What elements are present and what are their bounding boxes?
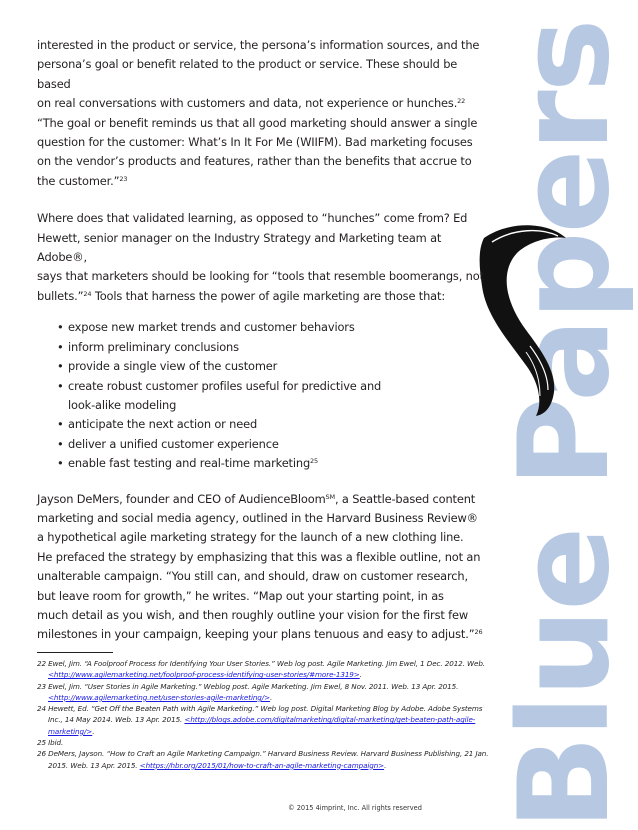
text-line: much detail as you wish, and then roughly outline your vision for the first few: [37, 607, 469, 622]
footnote-period: .: [270, 692, 273, 702]
footnote-ref: 26: [474, 628, 483, 637]
footnote-period: .: [92, 726, 95, 736]
list-item: • deliver a unified customer experience: [57, 435, 487, 454]
footnote-text: 22 Ewel, Jim. “A Foolproof Process for Identifying Your User Stories.” Web log post. Agile Marketing. Jim Ewel, 1 Dec. 2012. Web.: [37, 659, 485, 668]
footnote-link[interactable]: <http://blogs.adobe.com/digitalmarketing/digital-marketing/get-beaten-path-agile-marketing/>: [48, 715, 476, 736]
list-item-text: look-alike modeling: [68, 397, 177, 412]
footnote-26: [37, 748, 489, 771]
text-line: Jayson DeMers, founder and CEO of AudienceBloom: [37, 491, 326, 506]
footnote-ref: 24: [83, 289, 92, 298]
text-line: He prefaced the strategy by emphasizing that this was a flexible outline, not an: [37, 549, 481, 564]
footnote-25: 25 Ibid.: [37, 738, 64, 748]
copyright-notice: © 2015 4imprint, Inc. All rights reserved: [288, 804, 422, 812]
list-item-text: create robust customer profiles useful for predictive and: [68, 378, 382, 393]
paragraph-validated-learning: [37, 209, 487, 306]
text-line: on the vendor’s products and features, rather than the benefits that accrue to: [37, 154, 472, 169]
text-line: bullets.”: [37, 288, 84, 303]
text-line: milestones in your campaign, keeping your plans tenuous and easy to adjust.”: [37, 627, 475, 642]
footnote-link[interactable]: <http://www.agilemarketing.net/foolproof-process-identifying-user-stories/#more-1319>: [48, 670, 360, 680]
footnote-ref: 23: [119, 174, 128, 183]
list-item: • provide a single view of the customer: [57, 357, 487, 376]
text-line: Tools that harness the power of agile marketing are those that:: [91, 288, 446, 303]
text-line: Hewett, senior manager on the Industry Strategy and Marketing team at Adobe®,: [37, 230, 442, 265]
text-line: persona’s goal or benefit related to the product or service. These should be based: [37, 57, 458, 91]
list-item: [57, 377, 487, 416]
footnote-23: [37, 681, 489, 704]
footnote-22: [37, 658, 489, 681]
boomerang-icon: [470, 220, 590, 420]
footnote-text: 24 Hewett, Ed. “Get Off the Beaten Path with Agile Marketing.” Web log post. Digital Marketing Blog by Adobe. Adobe Systems Inc., 14 May 2014. Web. 13 Apr. 2015.: [37, 704, 483, 725]
list-item: • anticipate the next action or need: [57, 415, 487, 434]
paragraph-demers: [37, 490, 487, 645]
text-line: the customer.”: [37, 173, 120, 188]
text-line: Where does that validated learning, as opposed to “hunches” come from? Ed: [37, 211, 468, 226]
footnote-text: 23 Ewel, Jim. “User Stories in Agile Marketing.” Weblog post. Agile Marketing. Jim Ewel, 8 Nov. 2011. Web. 13 Apr. 2015.: [37, 681, 459, 691]
text-line: says that marketers should be looking for “tools that resemble boomerangs, not: [37, 269, 484, 284]
footnote-24: [37, 703, 489, 737]
text-line: a hypothetical agile marketing strategy for the launch of a new clothing line.: [37, 530, 464, 545]
footnote-link[interactable]: <https://hbr.org/2015/01/how-to-craft-an-agile-marketing-campaign>: [139, 760, 385, 770]
footnote-period: .: [359, 670, 362, 680]
footnote-text: 26 DeMers, Jayson. “How to Craft an Agile Marketing Campaign.” Harvard Business Review. Harvard Business Publishing, 21 Jan. 2015. Web. 13 Apr. 2015.: [37, 749, 489, 770]
text-line: question for the customer: What’s In It For Me (WIIFM). Bad marketing focuses: [37, 135, 473, 150]
text-line: interested in the product or service, the persona’s information sources, and the: [37, 38, 480, 52]
text-line: , a Seattle-based content: [334, 491, 476, 506]
paragraph-personas: [37, 36, 487, 191]
footnote-ref: 25: [310, 457, 319, 466]
blue-papers-wordmark: Blue Papers: [493, 20, 637, 830]
body-text: [37, 36, 487, 645]
list-item: • expose new market trends and customer behaviors: [57, 318, 487, 337]
footnote-period: .: [384, 760, 387, 770]
text-line: on real conversations with customers and data, not experience or hunches.: [37, 96, 458, 111]
bullet-list: [37, 318, 487, 473]
footnote-ref: 22: [457, 97, 466, 106]
footnote-link[interactable]: <http://www.agilemarketing.net/user-stories-agile-marketing/>: [48, 692, 271, 702]
service-mark: SM: [325, 492, 335, 501]
list-item: • inform preliminary conclusions: [57, 338, 487, 357]
list-item-text: enable fast testing and real-time marketing: [68, 456, 311, 471]
footnote-divider: [37, 652, 113, 653]
text-line: unalterable campaign. “You still can, and should, draw on customer research,: [37, 569, 468, 584]
text-line: but leave room for growth,” he writes. “Map out your starting point, in as: [37, 588, 444, 603]
footnotes: [37, 658, 489, 771]
list-item: [57, 454, 487, 473]
text-line: marketing and social media agency, outlined in the Harvard Business Review®: [37, 510, 478, 525]
text-line: “The goal or benefit reminds us that all good marketing should answer a single: [37, 115, 478, 130]
